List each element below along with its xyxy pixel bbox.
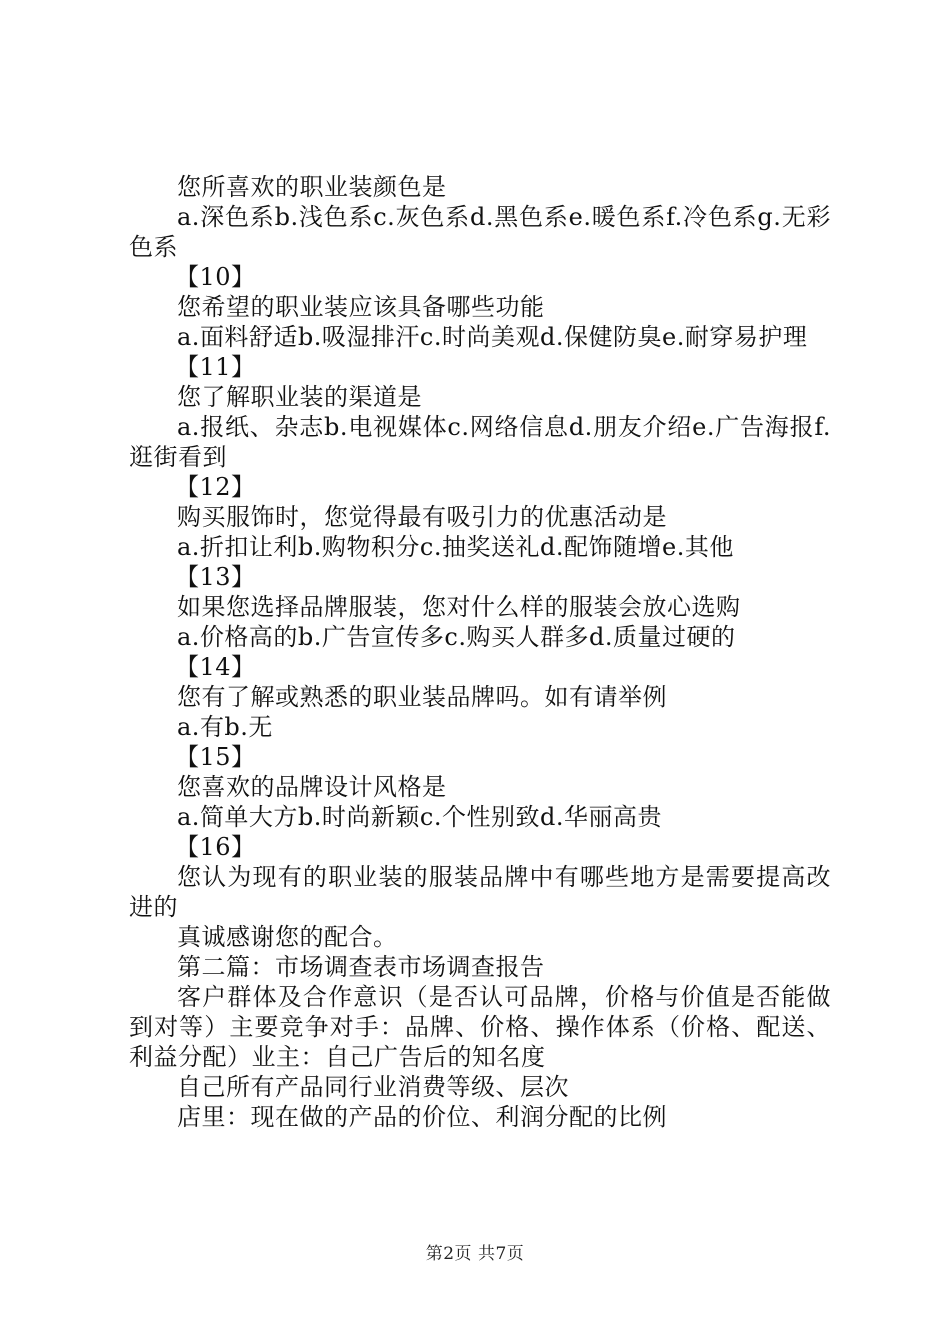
- answer-options: a.价格高的b.广告宣传多c.购买人群多d.质量过硬的: [177, 623, 736, 651]
- document-body: [129, 172, 831, 1132]
- body-paragraph: 自己所有产品同行业消费等级、层次: [177, 1073, 569, 1101]
- question-number: 【16】: [175, 833, 256, 861]
- question-text: 您了解职业装的渠道是: [177, 383, 422, 411]
- answer-options: a.深色系b.浅色系c.灰色系d.黑色系e.暖色系f.冷色系g.无彩色系: [129, 203, 831, 261]
- question-text: 您希望的职业装应该具备哪些功能: [177, 293, 545, 321]
- answer-options: a.折扣让利b.购物积分c.抽奖送礼d.配饰随增e.其他: [177, 533, 734, 561]
- answer-options: a.简单大方b.时尚新颖c.个性别致d.华丽高贵: [177, 803, 662, 831]
- body-paragraph: 客户群体及合作意识（是否认可品牌，价格与价值是否能做到对等）主要竞争对手：品牌、价格、操作体系（价格、配送、利益分配）业主：自己广告后的知名度: [129, 983, 831, 1071]
- question-text: 如果您选择品牌服装，您对什么样的服装会放心选购: [177, 593, 741, 621]
- page-number: 第2页 共7页: [425, 1244, 525, 1264]
- question-number: 【12】: [175, 473, 256, 501]
- question-text: 您所喜欢的职业装颜色是: [177, 173, 447, 201]
- question-number: 【15】: [175, 743, 256, 771]
- question-text: 购买服饰时，您觉得最有吸引力的优惠活动是: [177, 503, 667, 531]
- body-paragraph: 店里：现在做的产品的价位、利润分配的比例: [177, 1103, 667, 1131]
- question-number: 【14】: [175, 653, 256, 681]
- question-number: 【13】: [175, 563, 256, 591]
- answer-options: a.有b.无: [177, 713, 273, 741]
- answer-options: a.面料舒适b.吸湿排汗c.时尚美观d.保健防臭e.耐穿易护理: [177, 323, 808, 351]
- question-number: 【11】: [175, 353, 256, 381]
- question-text: 您认为现有的职业装的服装品牌中有哪些地方是需要提高改进的: [129, 863, 831, 921]
- answer-options: a.报纸、杂志b.电视媒体c.网络信息d.朋友介绍e.广告海报f.逛街看到: [129, 413, 831, 471]
- question-number: 【10】: [175, 263, 256, 291]
- question-text: 您喜欢的品牌设计风格是: [177, 773, 447, 801]
- section-heading: 第二篇：市场调查表市场调查报告: [177, 953, 545, 981]
- question-text: 您有了解或熟悉的职业装品牌吗。如有请举例: [177, 683, 667, 711]
- closing-text: 真诚感谢您的配合。: [177, 923, 398, 951]
